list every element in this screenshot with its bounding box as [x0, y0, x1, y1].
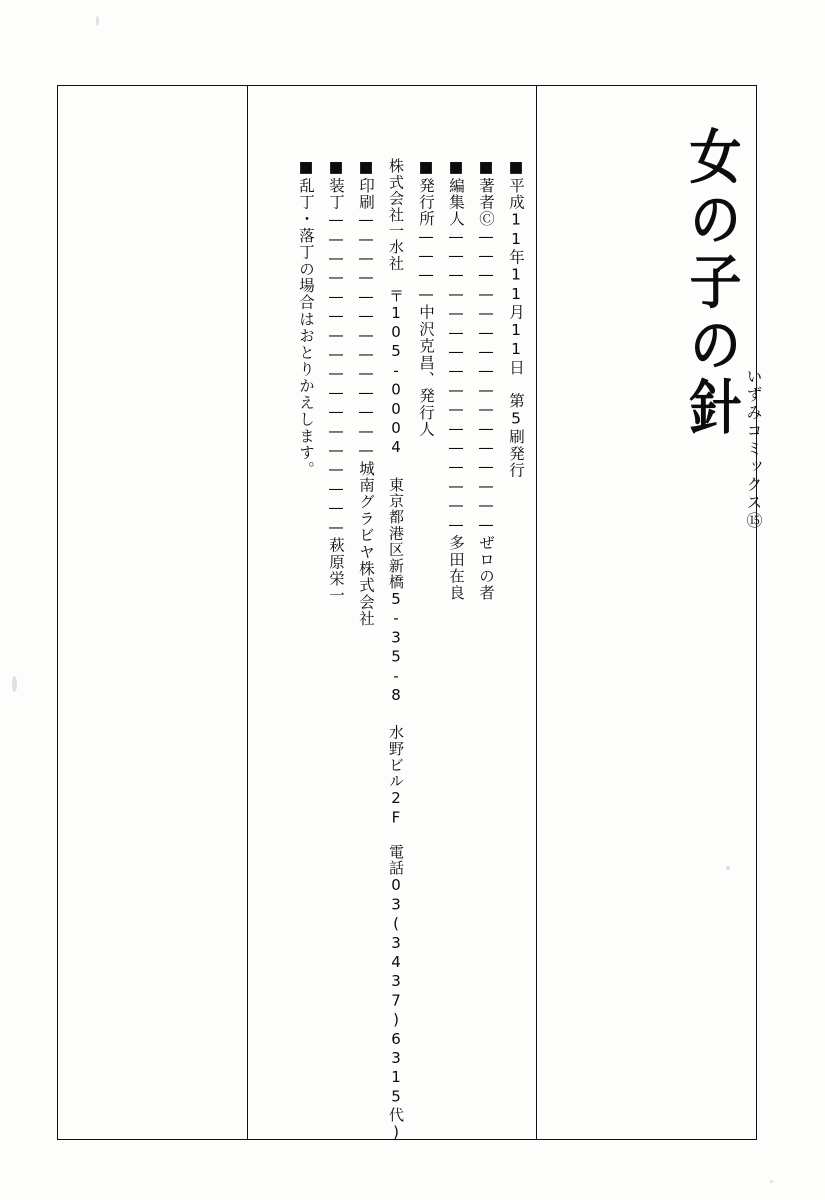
credits-list [277, 158, 525, 1142]
credit-line-defects-notice: ■乱丁・落丁の場合はおとりかえします。 [297, 158, 315, 478]
credit-line-binding: ■装丁—————————————————萩原栄一 [327, 158, 345, 604]
credit-line-publisher: ■発行所————中沢克昌、発行人 [417, 158, 435, 438]
credit-line-publication-date: ■平成11年11月11日 第5刷発行 [507, 158, 525, 479]
scan-speck [96, 16, 99, 26]
series-label: いずみコミックス⑮ [744, 368, 763, 530]
credit-line-printing: ■印刷—————————————城南グラビヤ株式会社 [357, 158, 375, 628]
column-divider-right [536, 85, 537, 1140]
title-block [680, 126, 767, 530]
credit-line-publisher-company: 株式会社一水社 〒105-0004 東京都港区新橋5-35-8 水野ビル2F 電話03(3437)6315代) [387, 158, 405, 1142]
credit-line-editor: ■編集人————————————————多田在良 [447, 158, 465, 602]
scan-speck [12, 676, 17, 692]
column-divider-left [247, 85, 248, 1140]
credit-line-author: ■著者Ⓒ————————————————ぜロの者 [477, 158, 495, 602]
scan-speck [770, 1180, 773, 1183]
page-title: 女の子の針 [680, 126, 740, 440]
